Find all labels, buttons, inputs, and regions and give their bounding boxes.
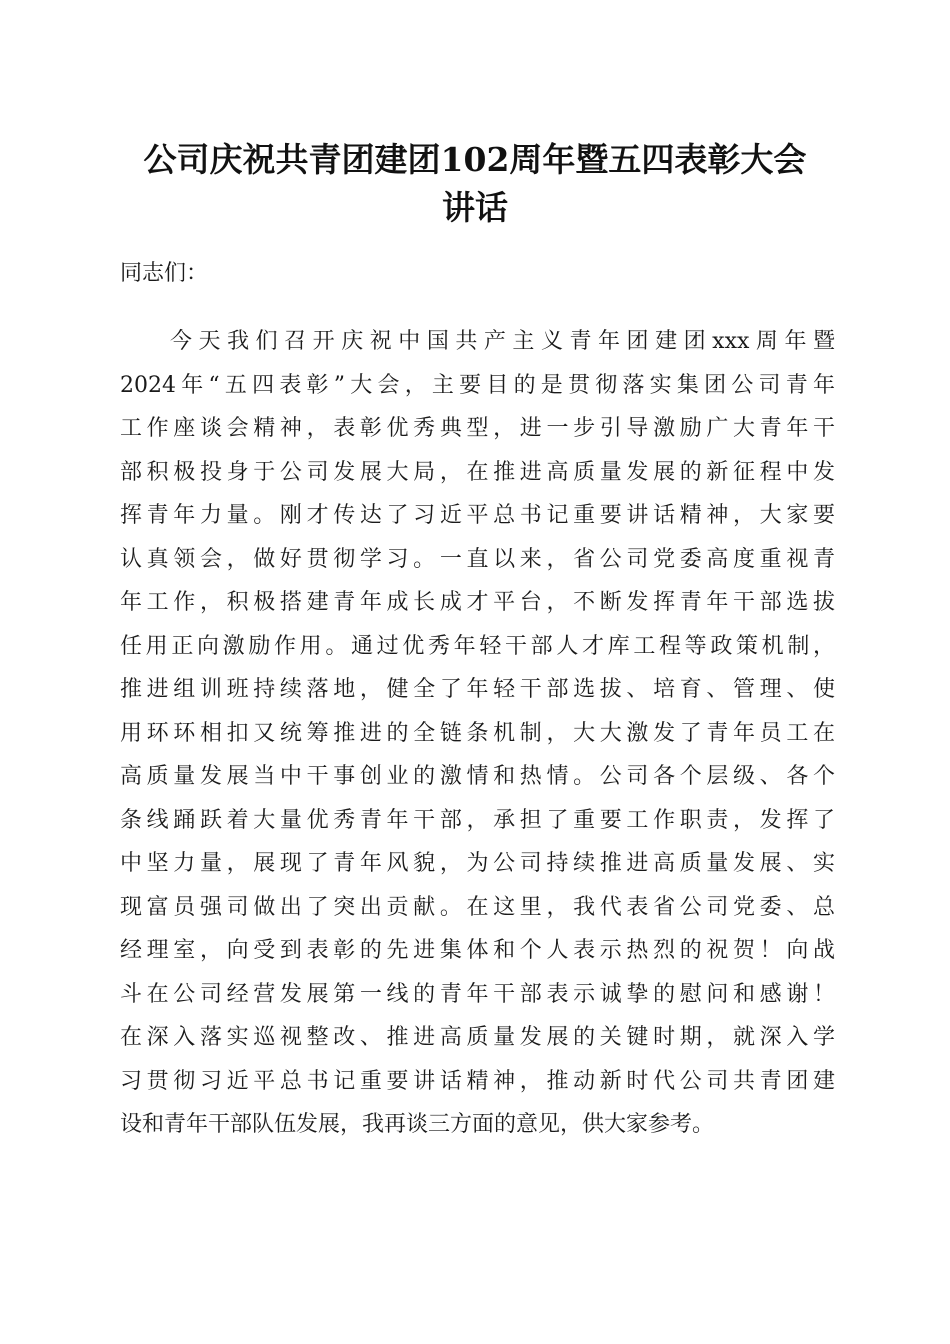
paragraph-line: 中坚力量，展现了青年风貌，为公司持续推进高质量发展、实: [120, 851, 835, 876]
paragraph-line: 今天我们召开庆祝中国共产主义青年团建团xxx周年暨: [170, 329, 835, 354]
paragraph-line: 条线踊跃着大量优秀青年干部，承担了重要工作职责，发挥了: [120, 807, 835, 833]
paragraph-line: 用环环相扣又统筹推进的全链条机制，大大激发了青年员工在: [120, 720, 835, 746]
paragraph-line: 在深入落实巡视整改、推进高质量发展的关键时期，就深入学: [120, 1025, 835, 1050]
paragraph-line: 部积极投身于公司发展大局，在推进高质量发展的新征程中发: [120, 459, 835, 485]
salutation: 同志们：: [120, 261, 209, 286]
paragraph-line: 工作座谈会精神，表彰优秀典型，进一步引导激励广大青年干: [120, 416, 835, 441]
title-line-2: 讲话: [442, 188, 508, 227]
paragraph-line: 推进组训班持续落地，健全了年轻干部选拔、培育、管理、使: [120, 677, 835, 702]
paragraph-line: 斗在公司经营发展第一线的青年干部表示诚挚的慰问和感谢！: [120, 981, 835, 1007]
paragraph-line: 设和青年干部队伍发展，我再谈三方面的意见，供大家参考。: [120, 1112, 715, 1137]
title-line-1: 公司庆祝共青团建团102周年暨五四表彰大会: [143, 140, 807, 179]
paragraph-line: 经理室，向受到表彰的先进集体和个人表示热烈的祝贺！向战: [120, 938, 835, 963]
paragraph-line: 认真领会，做好贯彻学习。一直以来，省公司党委高度重视青: [120, 546, 835, 572]
body-paragraph: [120, 320, 835, 1147]
paragraph-line: 年工作，积极搭建青年成长成才平台，不断发挥青年干部选拔: [120, 590, 835, 615]
document-title: [100, 136, 850, 232]
paragraph-line: 习贯彻习近平总书记重要讲话精神，推动新时代公司共青团建: [120, 1068, 835, 1094]
paragraph-line: 高质量发展当中干事创业的激情和热情。公司各个层级、各个: [120, 764, 835, 789]
paragraph-line: 2024年“五四表彰”大会，主要目的是贯彻落实集团公司青年: [120, 372, 835, 398]
paragraph-line: 任用正向激励作用。通过优秀年轻干部人才库工程等政策机制，: [120, 633, 835, 659]
paragraph-line: 挥青年力量。刚才传达了习近平总书记重要讲话精神，大家要: [120, 503, 835, 528]
paragraph-line: 现富员强司做出了突出贡献。在这里，我代表省公司党委、总: [120, 894, 835, 920]
